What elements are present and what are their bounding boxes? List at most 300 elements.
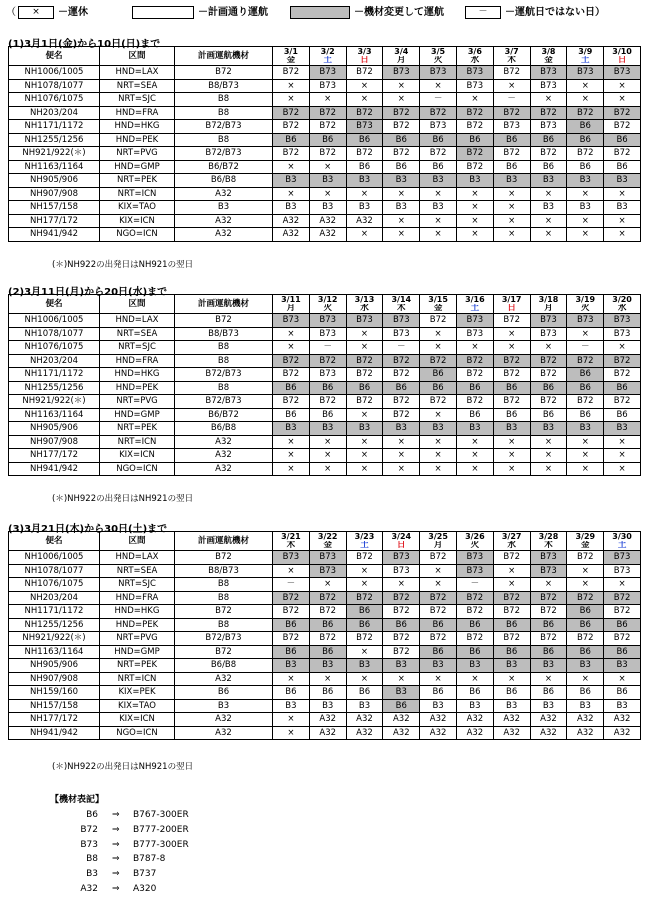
cell-changed-aircraft: B3 <box>567 174 604 188</box>
cell-status: B72 <box>346 147 383 161</box>
cell-route: NRT=PVG <box>100 632 175 646</box>
cell-status: × <box>530 578 567 592</box>
cell-changed-aircraft: B3 <box>456 174 493 188</box>
table-row <box>9 564 641 578</box>
cell-changed-aircraft: B6 <box>493 618 530 632</box>
cell-status: × <box>456 214 493 228</box>
header-weekday: 月 <box>420 541 457 551</box>
aircraft-model: B777-200ER <box>133 824 189 835</box>
aircraft-code: B3 <box>86 869 98 880</box>
cell-changed-aircraft: B72 <box>309 106 346 120</box>
cell-route: HND=GMP <box>100 160 175 174</box>
cell-status: × <box>420 341 457 355</box>
cell-status: × <box>346 645 383 659</box>
cell-status: B73 <box>383 564 420 578</box>
legend-label: －機材変更して運航 <box>354 7 444 18</box>
cell-status: B6 <box>346 160 383 174</box>
header-date: 3/5 <box>420 47 457 57</box>
cell-changed-aircraft: B6 <box>346 133 383 147</box>
cell-flight: NH921/922(＊) <box>9 147 100 161</box>
cell-status: B72 <box>273 66 310 80</box>
cell-changed-aircraft: B72 <box>383 354 420 368</box>
cell-changed-aircraft: B72 <box>309 591 346 605</box>
cell-changed-aircraft: B6 <box>309 618 346 632</box>
cell-status: B72 <box>530 368 567 382</box>
aircraft-key-row <box>50 883 157 899</box>
cell-changed-aircraft: B6 <box>567 381 604 395</box>
cell-plan: B8 <box>175 354 273 368</box>
cell-status: B6 <box>604 408 641 422</box>
table-row <box>9 408 641 422</box>
header-date: 3/2 <box>309 47 346 57</box>
cell-changed-aircraft: B6 <box>420 381 457 395</box>
cell-status: × <box>420 214 457 228</box>
cell-flight: NH1006/1005 <box>9 551 100 565</box>
cell-status: × <box>604 341 641 355</box>
cell-flight: NH941/942 <box>9 462 100 476</box>
cell-plan: B8/B73 <box>175 327 273 341</box>
cell-plan: B6 <box>175 686 273 700</box>
aircraft-key-title: 【機材表記】 <box>50 795 105 805</box>
cell-route: HND=PEK <box>100 133 175 147</box>
section-title: (2)3月11日(月)から20日(水)まで <box>8 287 168 298</box>
cell-route: HND=FRA <box>100 591 175 605</box>
cell-flight: NH177/172 <box>9 214 100 228</box>
cell-status: A32 <box>493 726 530 740</box>
header-weekday: 月 <box>383 56 420 66</box>
cell-status: B3 <box>604 201 641 215</box>
cell-route: NRT=PVG <box>100 395 175 409</box>
header-date: 3/20 <box>604 295 641 305</box>
cell-route: KIX=ICN <box>100 713 175 727</box>
cell-flight: NH1076/1075 <box>9 341 100 355</box>
cell-status: － <box>383 341 420 355</box>
cell-status: × <box>346 578 383 592</box>
cell-status: × <box>493 564 530 578</box>
legend-label: －運休 <box>58 7 88 18</box>
header-aircraft: 計画運航機材 <box>175 47 273 66</box>
header-date: 3/1 <box>273 47 310 57</box>
header-date: 3/18 <box>530 295 567 305</box>
cell-status: × <box>420 672 457 686</box>
cell-changed-aircraft: B72 <box>346 591 383 605</box>
header-weekday: 金 <box>273 56 310 66</box>
cell-changed-aircraft: B3 <box>456 422 493 436</box>
table-row <box>9 645 641 659</box>
cell-status: × <box>456 341 493 355</box>
cell-status: B73 <box>530 120 567 134</box>
legend-swatch: － <box>465 6 501 19</box>
aircraft-model: B777-300ER <box>133 839 189 850</box>
cell-plan: B3 <box>175 699 273 713</box>
cell-status: B72 <box>493 632 530 646</box>
cell-status: A32 <box>383 726 420 740</box>
header-weekday: 日 <box>346 56 383 66</box>
header-weekday: 火 <box>456 541 493 551</box>
header-date: 3/6 <box>456 47 493 57</box>
cell-changed-aircraft: B6 <box>456 381 493 395</box>
cell-status: A32 <box>383 713 420 727</box>
cell-status: × <box>456 228 493 242</box>
arrow-icon: ⇒ <box>112 810 120 820</box>
cell-status: × <box>567 327 604 341</box>
cell-changed-aircraft: B73 <box>309 66 346 80</box>
cell-changed-aircraft: B6 <box>273 133 310 147</box>
cell-status: A32 <box>567 726 604 740</box>
cell-status: × <box>273 187 310 201</box>
cell-status: B3 <box>456 699 493 713</box>
cell-status: B72 <box>604 147 641 161</box>
table-row <box>9 160 641 174</box>
cell-status: B72 <box>383 632 420 646</box>
cell-flight: NH1076/1075 <box>9 93 100 107</box>
table-row <box>9 93 641 107</box>
cell-status: B3 <box>604 699 641 713</box>
cell-plan: A32 <box>175 187 273 201</box>
cell-status: B73 <box>493 120 530 134</box>
table-row <box>9 422 641 436</box>
table-row <box>9 659 641 673</box>
cell-changed-aircraft: B6 <box>567 645 604 659</box>
cell-status: × <box>493 201 530 215</box>
cell-changed-aircraft: B3 <box>493 659 530 673</box>
cell-route: NRT=PVG <box>100 147 175 161</box>
cell-changed-aircraft: B3 <box>346 659 383 673</box>
cell-status: × <box>346 341 383 355</box>
header-flight: 便名 <box>9 532 100 551</box>
cell-route: NRT=ICN <box>100 187 175 201</box>
cell-changed-aircraft: B6 <box>456 618 493 632</box>
cell-status: B72 <box>383 605 420 619</box>
cell-status: × <box>273 672 310 686</box>
cell-changed-aircraft: B3 <box>383 174 420 188</box>
cell-changed-aircraft: B72 <box>383 106 420 120</box>
cell-status: A32 <box>604 713 641 727</box>
cell-status: B72 <box>309 395 346 409</box>
cell-status: B73 <box>309 368 346 382</box>
cell-status: × <box>346 564 383 578</box>
cell-plan: B72 <box>175 314 273 328</box>
cell-changed-aircraft: B3 <box>383 659 420 673</box>
legend <box>0 0 650 22</box>
cell-status: A32 <box>346 214 383 228</box>
cell-status: B3 <box>567 201 604 215</box>
cell-changed-aircraft: B72 <box>309 354 346 368</box>
aircraft-key <box>50 792 189 899</box>
aircraft-model: B767-300ER <box>133 810 189 820</box>
cell-status: × <box>273 160 310 174</box>
cell-changed-aircraft: B3 <box>530 174 567 188</box>
cell-status: B72 <box>309 605 346 619</box>
table-row <box>9 578 641 592</box>
header-route: 区間 <box>100 295 175 314</box>
cell-status: × <box>456 672 493 686</box>
cell-status: B72 <box>309 120 346 134</box>
cell-changed-aircraft: B6 <box>604 618 641 632</box>
header-flight: 便名 <box>9 47 100 66</box>
cell-changed-aircraft: B3 <box>273 422 310 436</box>
cell-status: × <box>383 449 420 463</box>
cell-status: B72 <box>383 645 420 659</box>
cell-status: B3 <box>273 699 310 713</box>
legend-item <box>6 3 88 19</box>
cell-changed-aircraft: B3 <box>309 174 346 188</box>
cell-changed-aircraft: B6 <box>567 133 604 147</box>
cell-route: HND=LAX <box>100 551 175 565</box>
cell-status: × <box>456 435 493 449</box>
cell-changed-aircraft: B72 <box>530 354 567 368</box>
table-row <box>9 632 641 646</box>
cell-changed-aircraft: B72 <box>346 354 383 368</box>
cell-status: B3 <box>273 201 310 215</box>
cell-status: B72 <box>456 120 493 134</box>
cell-status: × <box>530 672 567 686</box>
cell-status: × <box>493 214 530 228</box>
cell-changed-aircraft: B73 <box>456 314 493 328</box>
cell-changed-aircraft: B6 <box>530 133 567 147</box>
cell-changed-aircraft: B6 <box>383 699 420 713</box>
aircraft-key-row <box>50 869 157 884</box>
table-row <box>9 201 641 215</box>
cell-changed-aircraft: B6 <box>530 618 567 632</box>
cell-changed-aircraft: B6 <box>273 645 310 659</box>
cell-plan: A32 <box>175 449 273 463</box>
cell-status: B72 <box>346 368 383 382</box>
cell-plan: B72/B73 <box>175 368 273 382</box>
cell-status: × <box>346 435 383 449</box>
cell-changed-aircraft: B3 <box>309 659 346 673</box>
header-date: 3/25 <box>420 532 457 542</box>
header-weekday: 火 <box>567 304 604 314</box>
cell-status: B3 <box>383 201 420 215</box>
header-date: 3/17 <box>493 295 530 305</box>
cell-status: B3 <box>309 699 346 713</box>
cell-changed-aircraft: B6 <box>309 133 346 147</box>
cell-status: B72 <box>493 551 530 565</box>
cell-status: × <box>456 449 493 463</box>
cell-status: B72 <box>456 632 493 646</box>
cell-status: × <box>309 672 346 686</box>
footnote: (＊)NH922の出発日はNH921の翌日 <box>52 494 194 504</box>
cell-status: × <box>493 327 530 341</box>
cell-status: × <box>273 341 310 355</box>
cell-changed-aircraft: B73 <box>309 551 346 565</box>
cell-status: × <box>383 228 420 242</box>
cell-status: B72 <box>567 395 604 409</box>
cell-status: × <box>567 435 604 449</box>
cell-route: HND=FRA <box>100 354 175 368</box>
footnote: (＊)NH922の出発日はNH921の翌日 <box>52 762 194 772</box>
schedule-table <box>8 294 641 476</box>
header-weekday: 火 <box>420 56 457 66</box>
cell-changed-aircraft: B3 <box>420 422 457 436</box>
header-weekday: 金 <box>567 541 604 551</box>
cell-status: × <box>604 79 641 93</box>
cell-changed-aircraft: B6 <box>383 133 420 147</box>
header-weekday: 土 <box>567 56 604 66</box>
cell-plan: B8 <box>175 381 273 395</box>
cell-route: HND=HKG <box>100 120 175 134</box>
arrow-icon: ⇒ <box>112 869 120 880</box>
header-date: 3/19 <box>567 295 604 305</box>
cell-status: B72 <box>346 632 383 646</box>
cell-flight: NH1255/1256 <box>9 381 100 395</box>
cell-plan: A32 <box>175 726 273 740</box>
cell-status: × <box>273 327 310 341</box>
cell-status: × <box>383 578 420 592</box>
cell-status: × <box>346 228 383 242</box>
header-weekday: 土 <box>604 541 641 551</box>
cell-status: － <box>567 341 604 355</box>
cell-flight: NH907/908 <box>9 187 100 201</box>
cell-status: × <box>456 187 493 201</box>
cell-changed-aircraft: B3 <box>493 422 530 436</box>
cell-status: B6 <box>456 408 493 422</box>
cell-changed-aircraft: B72 <box>420 591 457 605</box>
cell-flight: NH921/922(＊) <box>9 395 100 409</box>
cell-status: × <box>530 214 567 228</box>
header-weekday: 水 <box>346 304 383 314</box>
cell-status: B72 <box>456 605 493 619</box>
table-row <box>9 381 641 395</box>
cell-status: × <box>567 79 604 93</box>
cell-changed-aircraft: B6 <box>567 368 604 382</box>
cell-plan: B6/B72 <box>175 408 273 422</box>
cell-changed-aircraft: B72 <box>383 591 420 605</box>
section-title: (3)3月21日(木)から30日(土)まで <box>8 524 168 535</box>
aircraft-key-row <box>50 854 166 869</box>
cell-flight: NH1171/1172 <box>9 120 100 134</box>
header-date: 3/7 <box>493 47 530 57</box>
legend-label: －計画通り運航 <box>198 7 268 18</box>
cell-plan: A32 <box>175 228 273 242</box>
aircraft-key-row <box>50 810 189 825</box>
cell-route: KIX=ICN <box>100 449 175 463</box>
table-row <box>9 327 641 341</box>
cell-status: B73 <box>420 120 457 134</box>
cell-status: B72 <box>273 147 310 161</box>
cell-plan: B6/B8 <box>175 659 273 673</box>
header-date: 3/11 <box>273 295 310 305</box>
cell-changed-aircraft: B6 <box>604 645 641 659</box>
table-row <box>9 726 641 740</box>
cell-plan: B8/B73 <box>175 79 273 93</box>
cell-flight: NH1006/1005 <box>9 66 100 80</box>
legend-item <box>290 3 444 19</box>
cell-changed-aircraft: B6 <box>309 645 346 659</box>
cell-status: － <box>456 578 493 592</box>
header-weekday: 月 <box>273 304 310 314</box>
header-weekday: 火 <box>309 304 346 314</box>
cell-flight: NH157/158 <box>9 699 100 713</box>
cell-status: × <box>273 462 310 476</box>
header-date: 3/16 <box>456 295 493 305</box>
cell-changed-aircraft: B72 <box>273 106 310 120</box>
cell-plan: B72 <box>175 551 273 565</box>
cell-status: B6 <box>530 408 567 422</box>
cell-route: NRT=SJC <box>100 341 175 355</box>
cell-status: × <box>309 93 346 107</box>
cell-status: × <box>493 449 530 463</box>
cell-status: B6 <box>493 408 530 422</box>
cell-plan: B8 <box>175 133 273 147</box>
cell-status: B3 <box>530 699 567 713</box>
aircraft-model: B737 <box>133 869 157 880</box>
cell-changed-aircraft: B73 <box>530 314 567 328</box>
table-row <box>9 699 641 713</box>
cell-status: B72 <box>493 66 530 80</box>
cell-status: × <box>420 578 457 592</box>
cell-status: × <box>493 187 530 201</box>
cell-status: B73 <box>309 79 346 93</box>
cell-status: B73 <box>604 327 641 341</box>
table-row <box>9 686 641 700</box>
legend-swatch <box>132 6 194 19</box>
cell-changed-aircraft: B72 <box>604 354 641 368</box>
cell-flight: NH905/906 <box>9 422 100 436</box>
cell-status: B72 <box>346 66 383 80</box>
cell-changed-aircraft: B3 <box>567 422 604 436</box>
cell-status: B72 <box>420 551 457 565</box>
cell-route: NGO=ICN <box>100 228 175 242</box>
cell-changed-aircraft: B73 <box>309 314 346 328</box>
cell-changed-aircraft: B3 <box>346 174 383 188</box>
aircraft-code: B73 <box>80 839 98 850</box>
cell-status: B72 <box>420 632 457 646</box>
cell-status: × <box>604 462 641 476</box>
cell-changed-aircraft: B72 <box>456 147 493 161</box>
table-row <box>9 341 641 355</box>
cell-status: － <box>273 578 310 592</box>
header-route: 区間 <box>100 532 175 551</box>
cell-status: B6 <box>530 686 567 700</box>
cell-status: × <box>567 187 604 201</box>
header-weekday: 土 <box>346 541 383 551</box>
cell-plan: B72 <box>175 645 273 659</box>
header-date: 3/24 <box>383 532 420 542</box>
cell-status: B72 <box>456 368 493 382</box>
cell-status: × <box>604 435 641 449</box>
cell-status: B6 <box>567 160 604 174</box>
cell-status: B3 <box>420 201 457 215</box>
cell-flight: NH1255/1256 <box>9 618 100 632</box>
header-weekday: 日 <box>383 541 420 551</box>
cell-route: HND=FRA <box>100 106 175 120</box>
cell-plan: B72/B73 <box>175 120 273 134</box>
cell-route: NRT=PEK <box>100 174 175 188</box>
cell-flight: NH907/908 <box>9 435 100 449</box>
legend-item <box>465 3 605 19</box>
cell-status: B6 <box>420 686 457 700</box>
cell-changed-aircraft: B72 <box>567 106 604 120</box>
cell-status: × <box>530 435 567 449</box>
cell-status: B6 <box>567 686 604 700</box>
cell-changed-aircraft: B73 <box>567 66 604 80</box>
cell-status: B73 <box>530 327 567 341</box>
cell-changed-aircraft: B3 <box>567 659 604 673</box>
cell-status: A32 <box>567 713 604 727</box>
legend-item <box>132 3 268 19</box>
cell-status: × <box>530 93 567 107</box>
header-date: 3/9 <box>567 47 604 57</box>
cell-changed-aircraft: B6 <box>567 618 604 632</box>
cell-changed-aircraft: B72 <box>604 106 641 120</box>
cell-route: HND=LAX <box>100 314 175 328</box>
cell-plan: B72 <box>175 605 273 619</box>
cell-changed-aircraft: B6 <box>273 381 310 395</box>
cell-changed-aircraft: B73 <box>383 314 420 328</box>
cell-route: NRT=SEA <box>100 327 175 341</box>
